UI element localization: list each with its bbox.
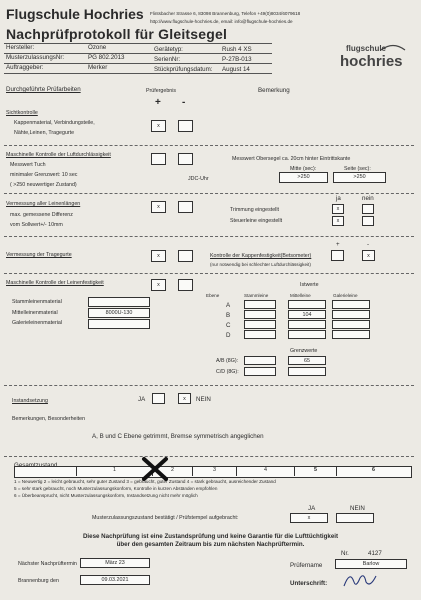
repair-yes-box[interactable] <box>152 393 165 404</box>
gallery-a-box[interactable] <box>332 300 370 309</box>
main-line-material-label: Stammleinenmaterial <box>12 299 62 305</box>
visual-check-title: Sichtkontrolle <box>6 110 38 116</box>
signature-label: Unterschrift: <box>290 580 328 587</box>
risers-plus-box[interactable]: x <box>151 250 166 262</box>
steer-yes-box[interactable]: x <box>332 216 344 226</box>
level-a: A <box>226 302 231 309</box>
canopy-minus-box[interactable]: x <box>362 250 375 261</box>
remarks-column-header: Bemerkung <box>258 87 290 94</box>
date-value: August 14 <box>222 66 250 73</box>
level-b: B <box>226 312 231 319</box>
risers-title: Vermessung der Tragegurte <box>6 252 72 258</box>
steer-no-box[interactable] <box>362 216 374 226</box>
side-sec-label: Seite (sec): <box>344 166 371 172</box>
air-permeability-plus-box[interactable] <box>151 153 166 165</box>
trim-label: Trimmung eingestellt <box>230 207 279 213</box>
gallery-line-material-value[interactable] <box>88 319 150 329</box>
glider-icon <box>380 44 406 52</box>
visual-check-line1: Kappenmaterial, Verbindungsteile, <box>14 120 95 126</box>
ab-limit-label: A/B (8G): <box>216 358 239 364</box>
main-line-header: Stammleine <box>244 293 269 298</box>
cd-limit-label: C/D (8G): <box>216 369 239 375</box>
repair-no-box[interactable]: x <box>178 393 191 404</box>
ab-main-limit-box[interactable] <box>244 356 276 365</box>
mid-b-box[interactable]: 104 <box>288 310 326 319</box>
conformity-label: Musterzulassungszustand bestätigt / Prüfstempel aufgebracht: <box>92 515 239 521</box>
yes-label: ja <box>336 195 341 202</box>
type-value: Rush 4 XS <box>222 46 252 53</box>
nr-value: 4127 <box>368 550 382 557</box>
manufacturer-label: Hersteller: <box>6 44 35 51</box>
next-inspection-label: Nächster Nachprüftermin <box>18 561 77 567</box>
type-label: Gerätetyp: <box>154 46 183 53</box>
level-d: D <box>226 332 231 339</box>
gallery-line-header: Galerieleine <box>333 293 358 298</box>
visual-check-minus-box[interactable] <box>178 120 193 132</box>
line-strength-plus-box[interactable]: x <box>151 279 166 291</box>
main-a-box[interactable] <box>244 300 276 309</box>
visual-check-plus-box[interactable]: x <box>151 120 166 132</box>
grade-6[interactable]: 6 <box>372 467 375 473</box>
serial-value: P-27B-013 <box>222 56 252 63</box>
company-address: Flintsbacher Strasse 6, 83098 Brannenburg, Telefon +49(0)8034/6079618 <box>150 11 301 16</box>
line-lengths-title: Vermessung aller Leinenlängen <box>6 201 81 207</box>
serial-label: SerienNr: <box>154 56 181 63</box>
line-strength-minus-box[interactable] <box>178 279 193 291</box>
disclaimer-line-2: über den gesamten Zeitraum bis zum nächsten Nachprüftermin. <box>116 541 305 548</box>
place-date-value[interactable]: 09.03.2021 <box>80 575 150 585</box>
divider <box>4 236 414 237</box>
next-inspection-value[interactable]: März 23 <box>80 558 150 568</box>
grade-5[interactable]: 5 <box>295 466 337 476</box>
checks-column-header: Durchgeführte Prüfarbeiten <box>6 86 81 93</box>
mid-sec-label: Mitte (sec): <box>290 166 317 172</box>
trim-no-box[interactable] <box>362 204 374 214</box>
gallery-c-box[interactable] <box>332 320 370 329</box>
canopy-strength-note: (nur notwendig bei schlechter Luftdurchlässigkeit) <box>210 262 311 267</box>
divider <box>4 385 414 386</box>
approval-value: PG 802.2013 <box>88 54 125 61</box>
main-line-material-value[interactable] <box>88 297 150 307</box>
canopy-plus-label: + <box>336 241 340 248</box>
air-permeability-device: JDC-Uhr <box>188 176 209 182</box>
side-sec-value[interactable]: >250 <box>333 172 386 183</box>
mid-a-box[interactable] <box>288 300 326 309</box>
approval-label: MusterzulassungsNr: <box>6 54 65 61</box>
client-label: Auftraggeber: <box>6 64 44 71</box>
conformity-yes-label: JA <box>308 505 316 512</box>
no-label: nein <box>362 195 374 202</box>
canopy-strength-title: Kontrolle der Kappenfestigkeit(Betsometer) <box>210 253 312 259</box>
mid-c-box[interactable] <box>288 320 326 329</box>
level-header: Ebene <box>206 293 220 298</box>
mid-line-material-label: Mittelleinenmaterial <box>12 310 58 316</box>
level-c: C <box>226 322 231 329</box>
manufacturer-value: Ozone <box>88 44 107 51</box>
mid-d-box[interactable] <box>288 330 326 339</box>
notes-text: A, B und C Ebene getrimmt, Bremse symmetrisch angeglichen <box>92 433 264 440</box>
visual-check-line2: Nähte,Leinen, Tragegurte <box>14 130 75 136</box>
canopy-minus-label: - <box>367 241 370 248</box>
line-lengths-line1: max. gemessene Differenz <box>10 212 73 218</box>
disclaimer-line-1: Diese Nachprüfung ist eine Zustandsprüfung und keine Garantie für die Lufttüchtigkeit <box>82 533 339 540</box>
air-permeability-line3: ( >250 neuwertiger Zustand) <box>10 182 77 188</box>
grade-legend-3: 6 = Überbeansprucht, nicht Musterzulassungskonform, Instandsetzung nicht mehr möglich <box>14 493 198 498</box>
mid-sec-value[interactable]: >250 <box>279 172 328 183</box>
divider <box>4 145 414 146</box>
ab-mid-limit-box[interactable]: 65 <box>288 356 326 365</box>
gallery-b-box[interactable] <box>332 310 370 319</box>
divider <box>4 63 272 64</box>
grade-1[interactable]: 1 <box>76 466 153 476</box>
result-column-header: Prüfergebnis <box>146 88 177 94</box>
air-permeability-measure-note: Messwert Obersegel ca. 20cm hinter Eintrittskante <box>232 156 351 162</box>
main-b-box[interactable] <box>244 310 276 319</box>
grade-2[interactable]: 2 <box>153 466 193 476</box>
inspector-label: Prüfername <box>290 562 323 569</box>
gallery-line-material-label: Galerieleinenmaterial <box>12 320 63 326</box>
flugschule-hochries-logo: flugschule hochries <box>338 44 408 80</box>
handwritten-signature <box>340 568 380 592</box>
conformity-yes-box[interactable]: x <box>290 513 328 523</box>
repair-label: Instandsetzung <box>12 398 48 404</box>
mid-line-material-value[interactable]: 8000U-130 <box>88 308 150 318</box>
line-lengths-plus-box[interactable]: x <box>151 201 166 213</box>
minus-header: - <box>182 97 186 108</box>
air-permeability-minus-box[interactable] <box>178 153 193 165</box>
client-value: Merker <box>88 64 108 71</box>
nr-label: Nr. <box>341 550 349 557</box>
gallery-d-box[interactable] <box>332 330 370 339</box>
cd-mid-limit-box[interactable] <box>288 367 326 376</box>
date-label: Stückprüfungsdatum: <box>154 66 213 73</box>
grade-4[interactable]: 4 <box>237 466 295 476</box>
limit-values-label: Grenzwerte <box>290 348 318 354</box>
notes-label: Bemerkungen, Besonderheiten <box>12 416 86 422</box>
conformity-no-label: NEIN <box>350 505 365 512</box>
trim-yes-box[interactable]: x <box>332 204 344 214</box>
divider <box>4 73 272 74</box>
cd-main-limit-box[interactable] <box>244 367 276 376</box>
main-d-box[interactable] <box>244 330 276 339</box>
divider <box>4 43 272 44</box>
risers-minus-box[interactable] <box>178 250 193 262</box>
company-web-email: http://www.flugschule-hochries.de, email: info@flugschule-hochries.de <box>150 19 293 24</box>
grade-legend-2: 5 = sehr stark gebraucht, noch Musterzulassungskonform, Kontrolle in kurzen Abständen empfohlen <box>14 486 218 491</box>
actual-values-label: Istwerte <box>300 282 319 288</box>
line-strength-title: Maschinelle Kontrolle der Leinenfestigkeit <box>6 280 104 286</box>
repair-no-label: NEIN <box>196 396 211 403</box>
conformity-no-box[interactable] <box>336 513 374 523</box>
main-c-box[interactable] <box>244 320 276 329</box>
line-lengths-minus-box[interactable] <box>178 201 193 213</box>
divider <box>4 273 414 274</box>
line-lengths-line2: vom Sollwert+/- 10mm <box>10 222 63 228</box>
company-name: Flugschule Hochries <box>6 6 144 22</box>
divider <box>4 456 414 457</box>
inspector-value[interactable]: Barlow <box>335 559 407 569</box>
grade-3[interactable]: 3 <box>193 466 237 476</box>
plus-header: + <box>155 97 161 108</box>
air-permeability-title: Maschinelle Kontrolle der Luftdurchlässigkeit <box>6 152 111 158</box>
place-label: Brannenburg den <box>18 578 59 584</box>
air-permeability-line2: minimaler Grenzwert: 10 sec <box>10 172 78 178</box>
air-permeability-line1: Messwert Tuch <box>10 162 46 168</box>
steer-label: Steuerleine eingestellt <box>230 218 283 224</box>
repair-yes-label: JA <box>138 396 146 403</box>
grade-legend-1: 1 = Neuwertig 2 = leicht gebraucht, sehr guter Zustand 3 = gebraucht, guter Zustand 4 = stark gebraucht, ausreichender Zustand <box>14 479 276 484</box>
document-title: Nachprüfprotokoll für Gleitsegel <box>6 26 228 42</box>
divider <box>4 193 414 194</box>
mid-line-header: Mittelleine <box>290 293 311 298</box>
canopy-plus-box[interactable] <box>331 250 344 261</box>
